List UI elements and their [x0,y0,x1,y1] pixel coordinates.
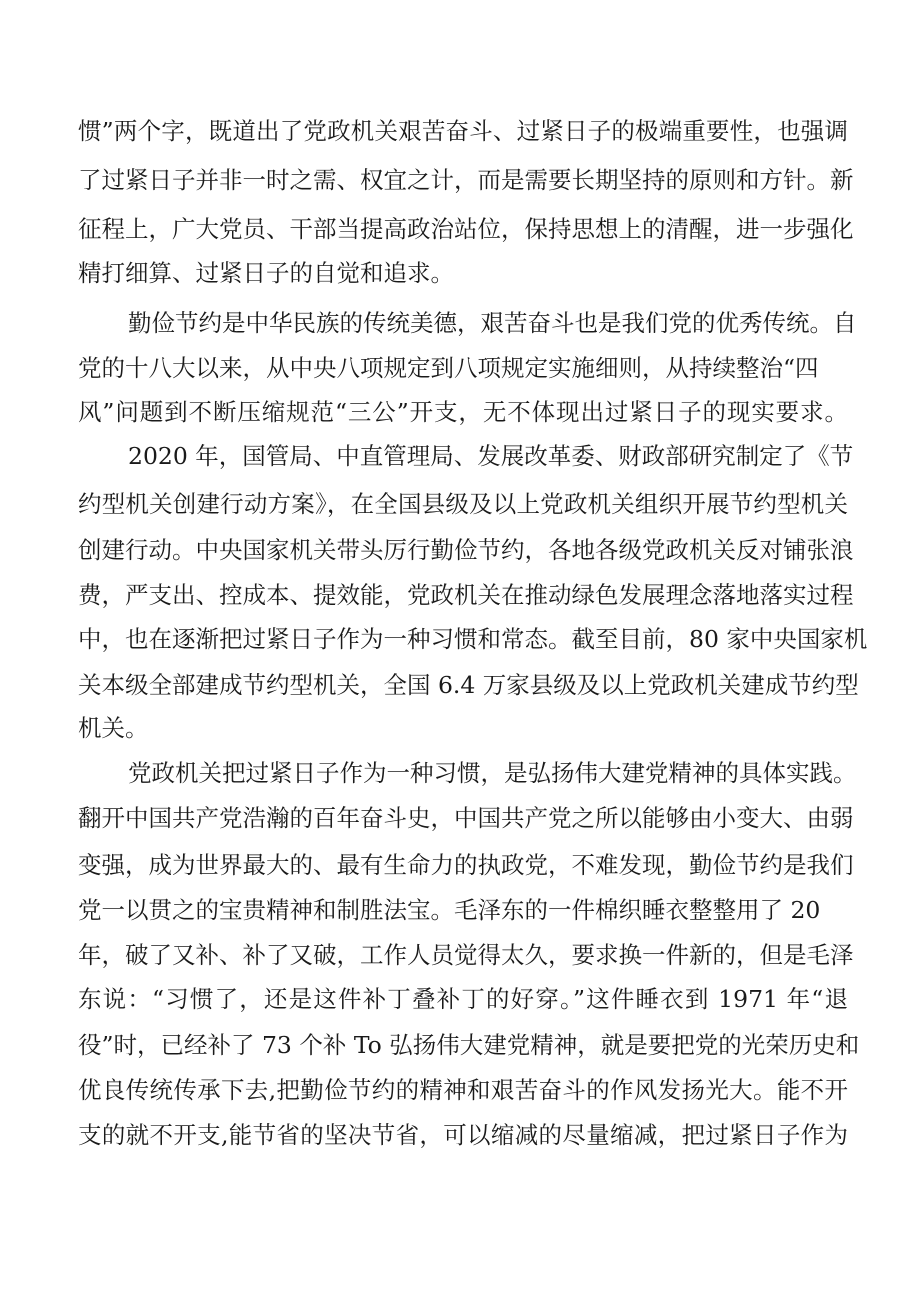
text-line: 机关。 [78,714,149,742]
text-line: 征程上，广大党员、干部当提高政治站位，保持思想上的清醒，进一步强化 [78,215,854,243]
text-line: 役”时，已经补了 73 个补 To 弘扬伟大建党精神，就是要把党的光荣历史和 [78,1031,860,1059]
text-line: 翻开中国共产党浩瀚的百年奋斗史，中国共产党之所以能够由小变大、由弱 [78,804,854,832]
text-line: 费，严支出、控成本、提效能，党政机关在推动绿色发展理念落地落实过程 [78,581,854,609]
text-line: 变强，成为世界最大的、最有生命力的执政党，不难发现，勤俭节约是我们 [78,851,854,879]
text-line: 中，也在逐渐把过紧日子作为一种习惯和常态。截至目前，80 家中央国家机 [78,625,868,653]
text-line: 惯”两个字，既道出了党政机关艰苦奋斗、过紧日子的极端重要性，也强调 [78,117,848,145]
text-line: 优良传统传承下去,把勤俭节约的精神和艰苦奋斗的作风发扬光大。能不开 [78,1076,848,1104]
text-line: 风”问题到不断压缩规范“三公”开支，无不体现出过紧日子的现实要求。 [78,398,848,426]
text-line: 创建行动。中央国家机关带头厉行勤俭节约，各地各级党政机关反对铺张浪 [78,536,854,564]
text-line: 党一以贯之的宝贵精神和制胜法宝。毛泽东的一件棉织睡衣整整用了 20 [78,896,821,924]
text-line: 精打细算、过紧日子的自觉和追求。 [78,259,454,287]
text-line: 约型机关创建行动方案》，在全国县级及以上党政机关组织开展节约型机关 [78,490,848,518]
text-line: 党的十八大以来，从中央八项规定到八项规定实施细则，从持续整治“四 [78,354,819,382]
text-line: 勤俭节约是中华民族的传统美德，艰苦奋斗也是我们党的优秀传统。自 [128,309,857,337]
text-line: 支的就不开支,能节省的坚决节省，可以缩减的尽量缩减，把过紧日子作为 [78,1121,848,1149]
text-line: 2020 年，国管局、中直管理局、发展改革委、财政部研究制定了《节 [128,442,854,470]
text-line: 东说：“习惯了，还是这件补丁叠补丁的好穿。”这件睡衣到 1971 年“退 [78,985,848,1013]
text-line: 党政机关把过紧日子作为一种习惯，是弘扬伟大建党精神的具体实践。 [128,759,857,787]
text-line: 了过紧日子并非一时之需、权宜之计，而是需要长期坚持的原则和方针。新 [78,166,854,194]
text-line: 关本级全部建成节约型机关，全国 6.4 万家县级及以上党政机关建成节约型 [78,671,859,699]
text-line: 年，破了又补、补了又破，工作人员觉得太久，要求换一件新的，但是毛泽 [78,941,854,969]
